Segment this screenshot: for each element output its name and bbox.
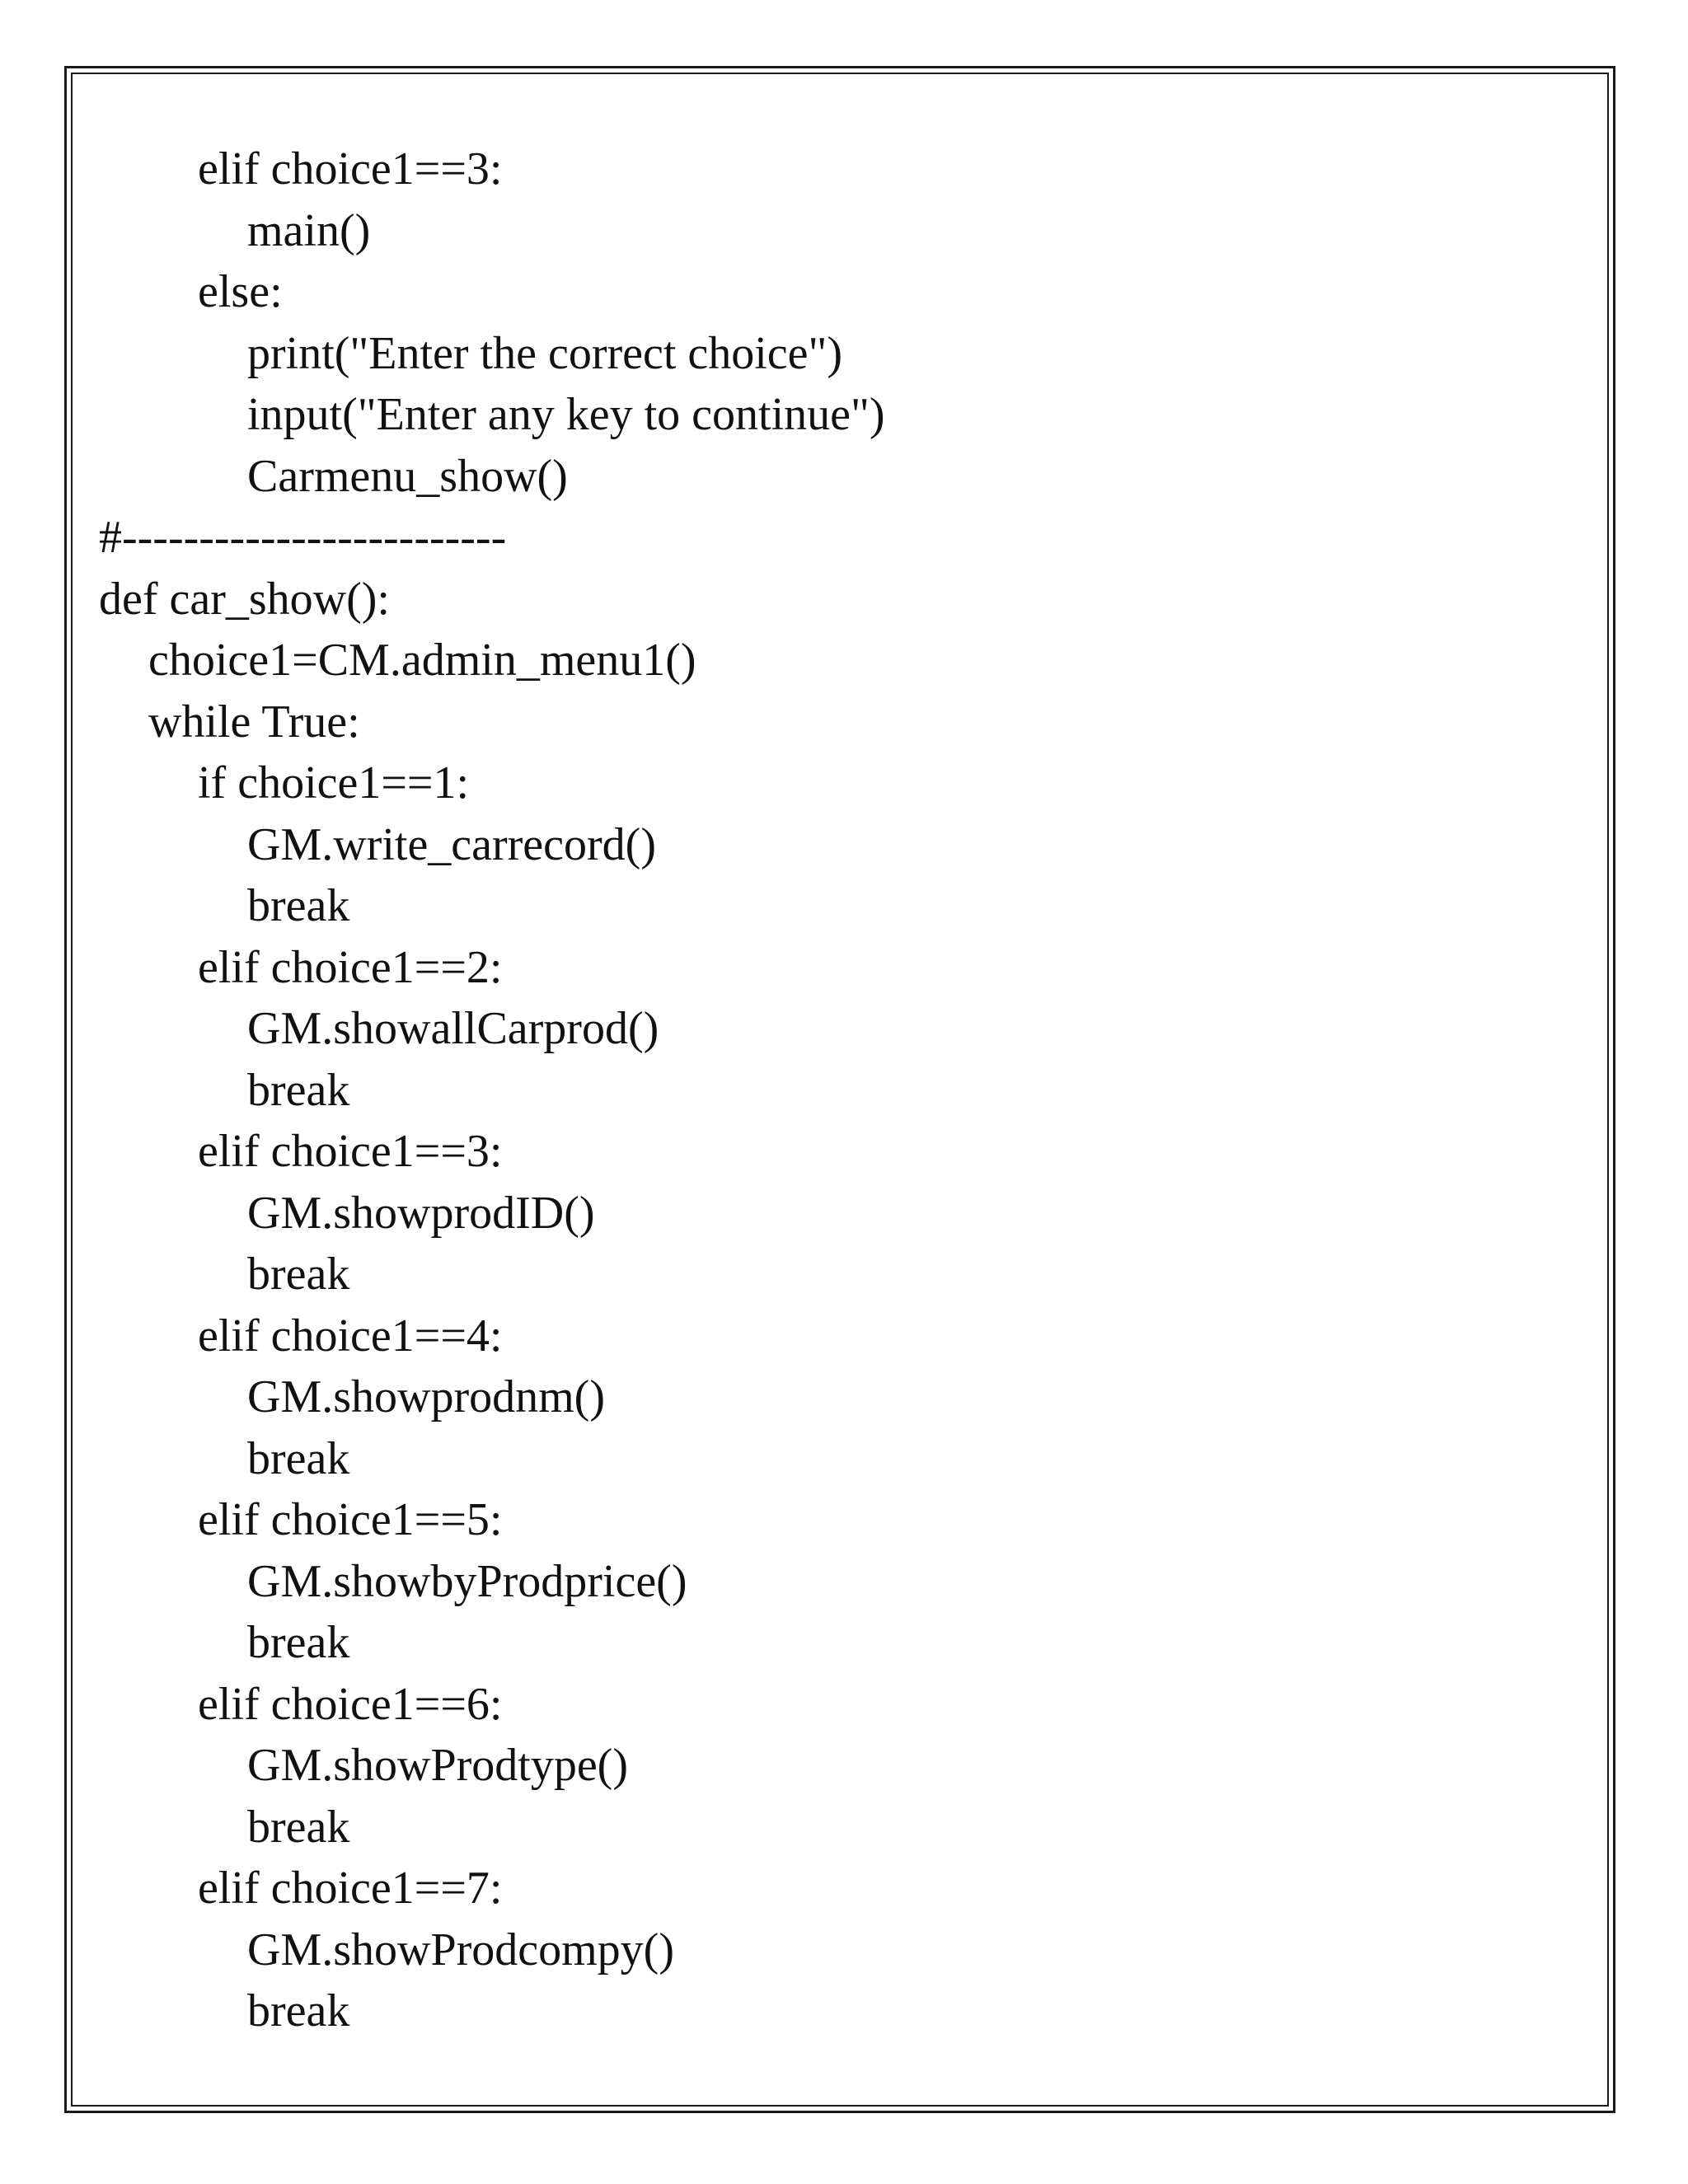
code-line: elif choice1==3: [198, 1126, 503, 1177]
code-line: break [247, 1985, 350, 2036]
code-line: break [247, 1617, 350, 1668]
code-line: #------------------------- [99, 512, 507, 563]
code-line: GM.showProdtype() [247, 1740, 628, 1791]
code-line: print("Enter the correct choice") [247, 327, 843, 379]
code-line: elif choice1==7: [198, 1863, 503, 1914]
code-line: def car_show(): [99, 573, 390, 625]
code-line: break [247, 880, 350, 931]
code-line: while True: [148, 696, 360, 748]
code-line: elif choice1==3: [198, 143, 503, 194]
code-line: GM.write_carrecord() [247, 818, 656, 870]
code-line: elif choice1==6: [198, 1678, 503, 1730]
code-line: GM.showProdcompy() [247, 1924, 674, 1975]
code-line: elif choice1==2: [198, 941, 503, 993]
code-line: if choice1==1: [198, 757, 470, 808]
code-line: Carmenu_show() [247, 450, 568, 502]
code-line: break [247, 1801, 350, 1853]
code-line: else: [198, 266, 283, 317]
code-line: GM.showprodnm() [247, 1371, 605, 1422]
code-line: input("Enter any key to continue") [247, 389, 885, 440]
code-line: elif choice1==4: [198, 1310, 503, 1361]
code-line: GM.showprodID() [247, 1187, 595, 1239]
code-line: elif choice1==5: [198, 1494, 503, 1545]
code-line: GM.showallCarprod() [247, 1003, 659, 1054]
code-line: main() [247, 204, 371, 256]
code-line: GM.showbyProdprice() [247, 1555, 687, 1607]
code-line: break [247, 1249, 350, 1300]
code-line: break [247, 1064, 350, 1116]
code-line: choice1=CM.admin_menu1() [148, 635, 696, 686]
code-line: break [247, 1432, 350, 1484]
